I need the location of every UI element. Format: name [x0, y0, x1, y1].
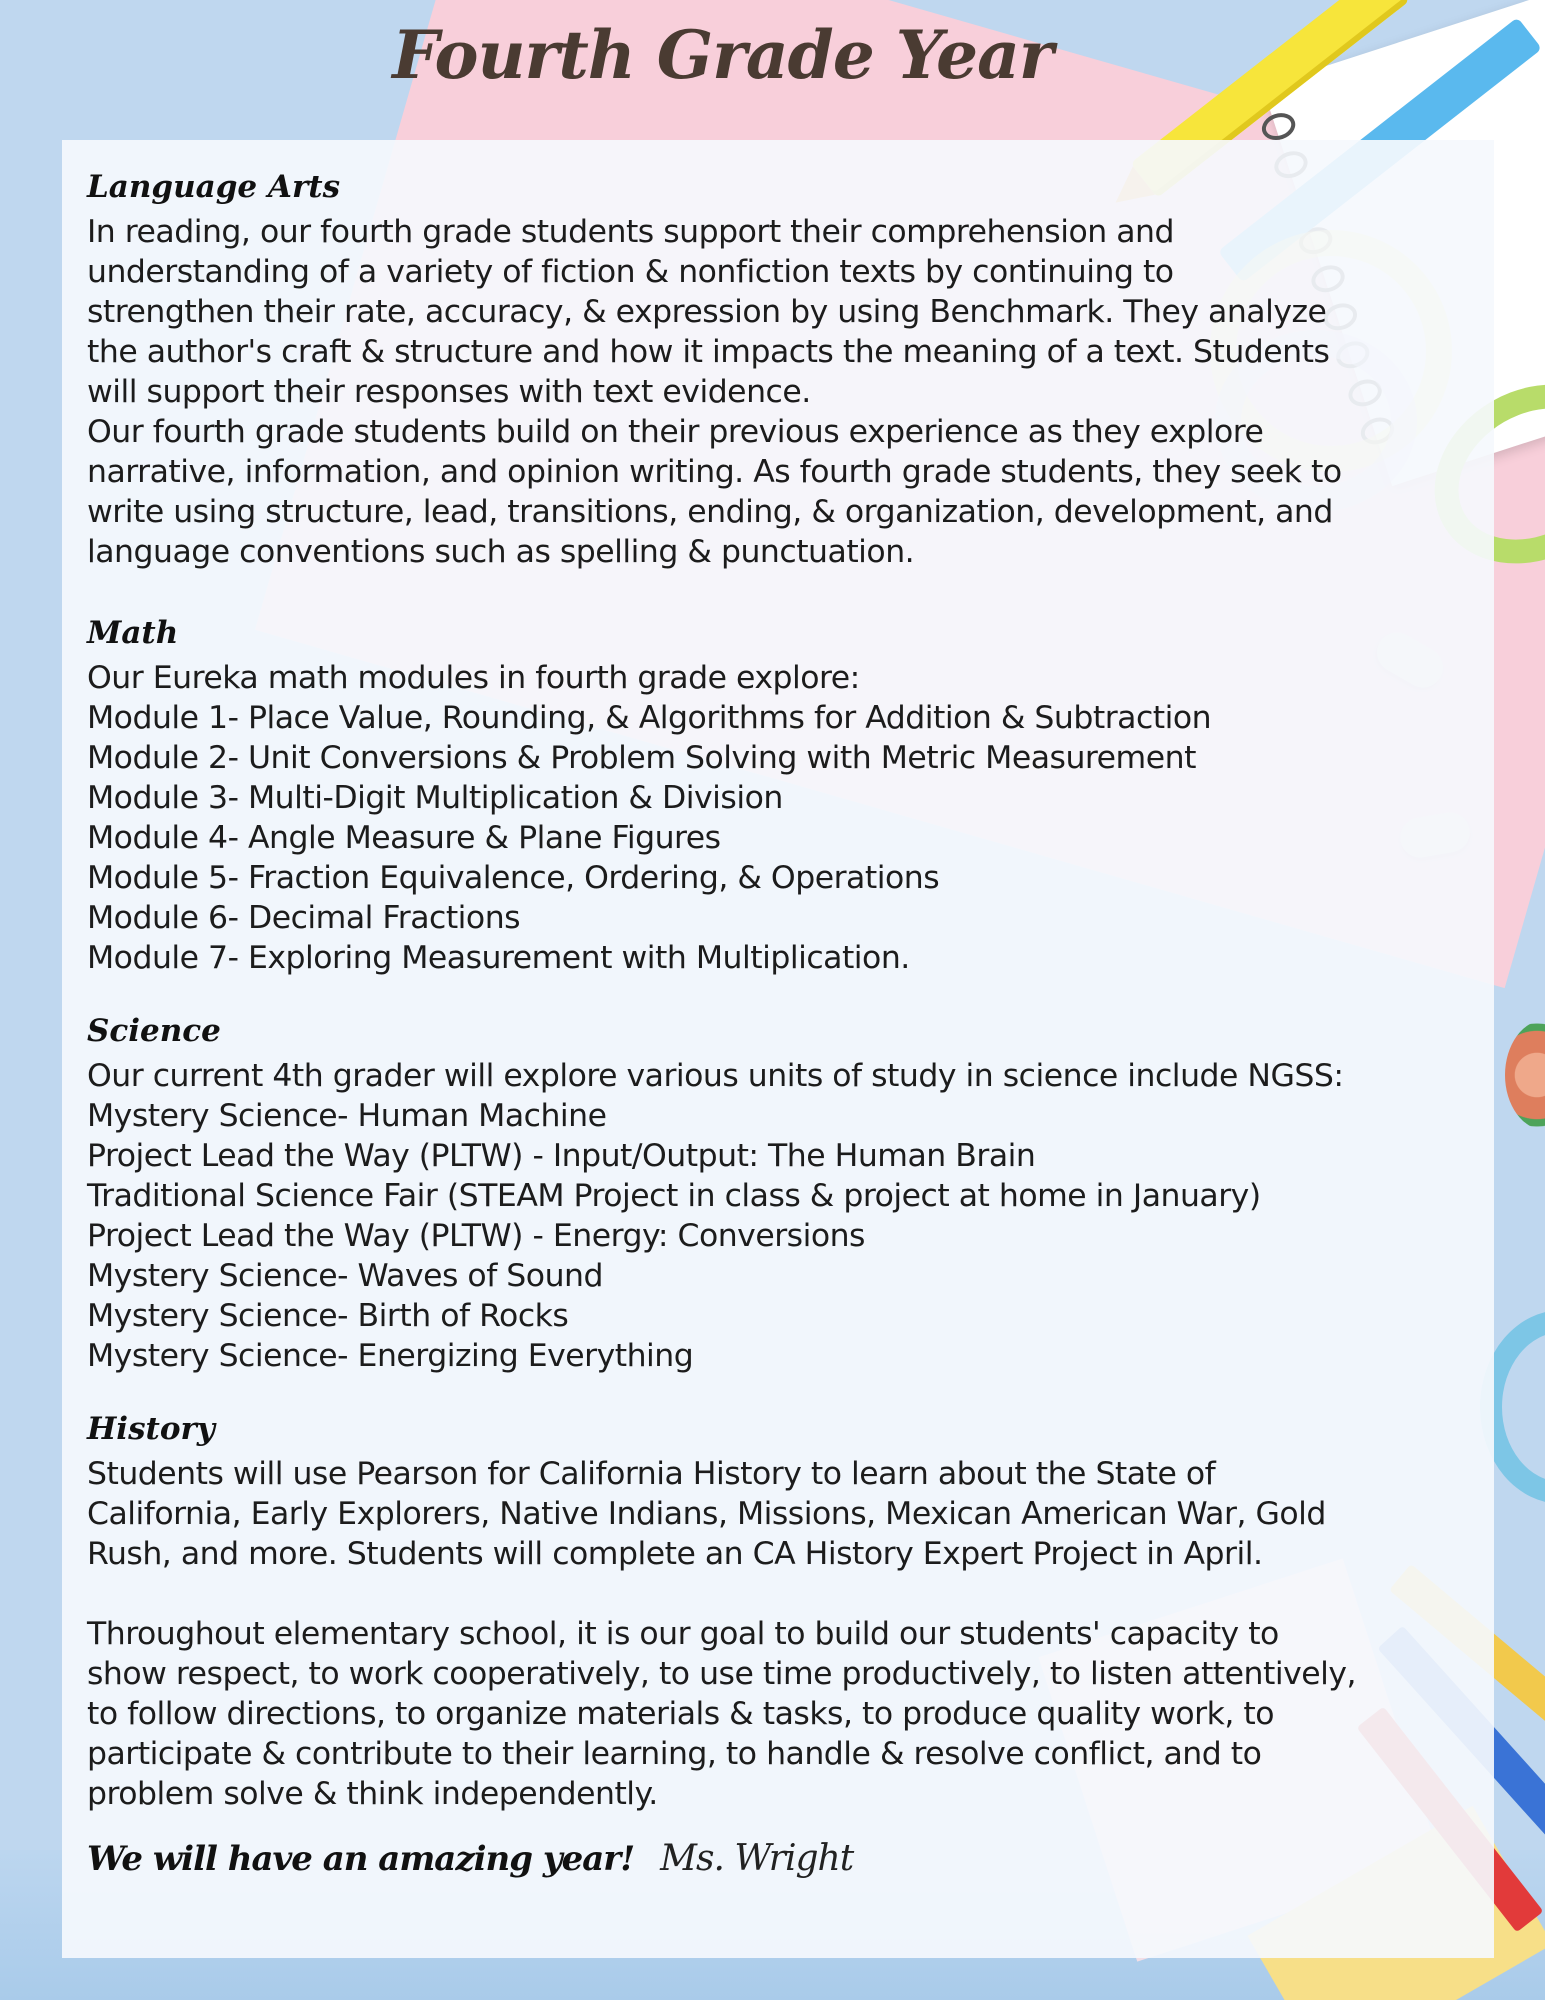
text-line: will support their responses with text evidence.	[87, 374, 811, 410]
module-line: Module 7- Exploring Measurement with Multiplication.	[87, 940, 910, 976]
history-text	[87, 1454, 1469, 1574]
unit-line: Mystery Science- Birth of Rocks	[87, 1298, 569, 1334]
text-line: Throughout elementary school, it is our goal to build our students' capacity to	[87, 1616, 1279, 1652]
text-line: Our fourth grade students build on their previous experience as they explore	[87, 414, 1264, 450]
content-panel	[62, 140, 1494, 1958]
text-line: California, Early Explorers, Native Indians, Missions, Mexican American War, Gold	[87, 1496, 1326, 1532]
unit-line: Mystery Science- Energizing Everything	[87, 1338, 694, 1374]
closing-text: We will have an amazing year!	[87, 1839, 635, 1879]
goals-text	[87, 1614, 1469, 1814]
text-line: language conventions such as spelling & punctuation.	[87, 534, 915, 570]
unit-line: Project Lead the Way (PLTW) - Energy: Conversions	[87, 1218, 865, 1254]
section-heading-history: History	[87, 1411, 215, 1447]
text-line: write using structure, lead, transitions, ending, & organization, development, and	[87, 494, 1333, 530]
section-heading-language-arts: Language Arts	[87, 169, 341, 205]
science-text	[87, 1056, 1469, 1376]
math-text	[87, 658, 1469, 978]
section-heading-science: Science	[87, 1013, 221, 1049]
closing-line	[87, 1838, 1469, 1879]
unit-line: Mystery Science- Waves of Sound	[87, 1258, 604, 1294]
signature: Ms. Wright	[660, 1838, 854, 1879]
text-line: Rush, and more. Students will complete an CA History Expert Project in April.	[87, 1536, 1263, 1572]
module-line: Module 1- Place Value, Rounding, & Algorithms for Addition & Subtraction	[87, 700, 1212, 736]
text-line: Our Eureka math modules in fourth grade explore:	[87, 660, 860, 696]
text-line: strengthen their rate, accuracy, & expression by using Benchmark. They analyze	[87, 294, 1327, 330]
module-line: Module 5- Fraction Equivalence, Ordering, & Operations	[87, 860, 940, 896]
module-line: Module 6- Decimal Fractions	[87, 900, 521, 936]
unit-line: Traditional Science Fair (STEAM Project in class & project at home in January)	[87, 1178, 1261, 1214]
pencil-shavings-image	[1505, 1020, 1545, 1130]
module-line: Module 4- Angle Measure & Plane Figures	[87, 820, 721, 856]
text-line: problem solve & think independently.	[87, 1776, 658, 1812]
page-title: Fourth Grade Year	[392, 16, 1053, 94]
unit-line: Project Lead the Way (PLTW) - Input/Output: The Human Brain	[87, 1138, 1036, 1174]
unit-line: Mystery Science- Human Machine	[87, 1098, 607, 1134]
text-line: Our current 4th grader will explore various units of study in science include NGSS:	[87, 1058, 1344, 1094]
section-heading-math: Math	[87, 615, 179, 651]
module-line: Module 2- Unit Conversions & Problem Solving with Metric Measurement	[87, 740, 1196, 776]
text-line: understanding of a variety of fiction & nonfiction texts by continuing to	[87, 254, 1174, 290]
text-line: participate & contribute to their learning, to handle & resolve conflict, and to	[87, 1736, 1262, 1772]
text-line: In reading, our fourth grade students support their comprehension and	[87, 214, 1174, 250]
language-arts-text	[87, 212, 1469, 572]
text-line: Students will use Pearson for California History to learn about the State of	[87, 1456, 1216, 1492]
text-line: the author's craft & structure and how it impacts the meaning of a text. Students	[87, 334, 1330, 370]
text-line: narrative, information, and opinion writing. As fourth grade students, they seek to	[87, 454, 1342, 490]
module-line: Module 3- Multi-Digit Multiplication & Division	[87, 780, 783, 816]
text-line: show respect, to work cooperatively, to use time productively, to listen attentively,	[87, 1656, 1357, 1692]
text-line: to follow directions, to organize materials & tasks, to produce quality work, to	[87, 1696, 1274, 1732]
